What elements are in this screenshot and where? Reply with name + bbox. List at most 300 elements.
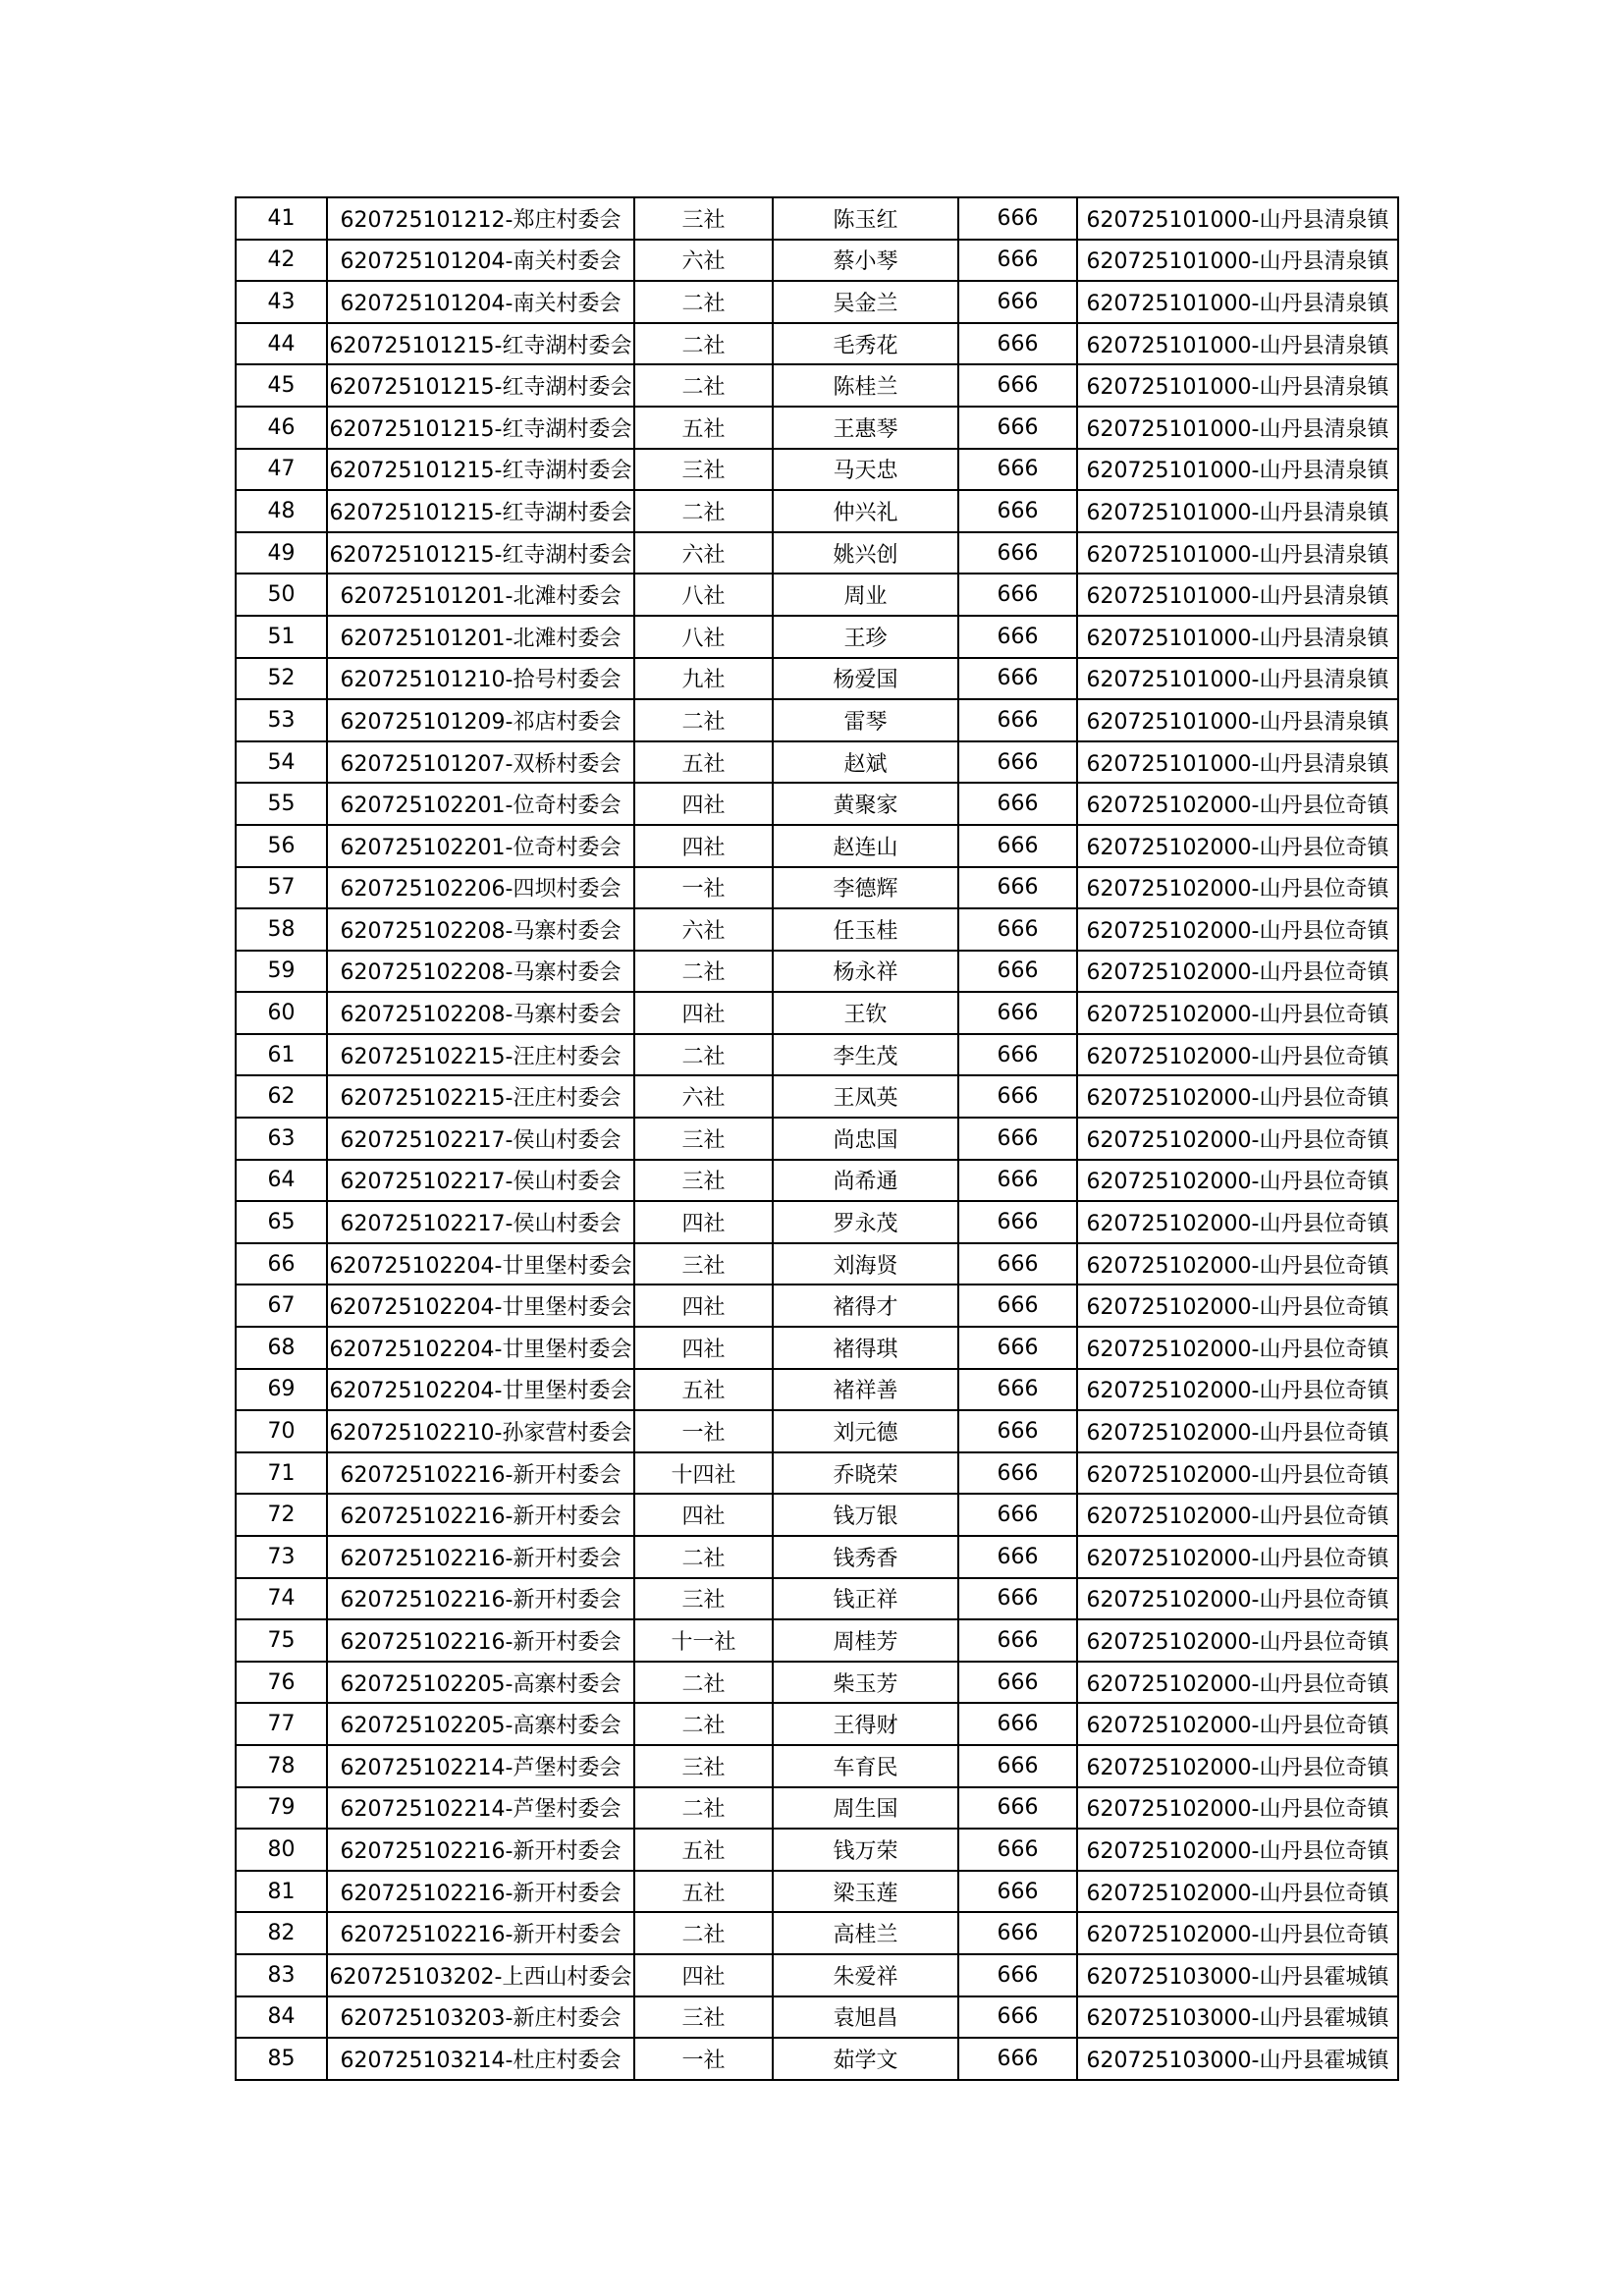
- row-number-cell: 61: [236, 1034, 327, 1076]
- township-cell: 620725102000-山丹县位奇镇: [1077, 1662, 1398, 1704]
- table-row: [236, 616, 1398, 658]
- township-cell: 620725101000-山丹县清泉镇: [1077, 364, 1398, 407]
- township-cell: 620725103000-山丹县霍城镇: [1077, 1954, 1398, 1996]
- group-cell: 五社: [634, 407, 773, 449]
- village-committee-cell: 620725101215-红寺湖村委会: [327, 532, 634, 574]
- table-row: [236, 1578, 1398, 1620]
- person-name-cell: 尚希通: [773, 1160, 958, 1202]
- amount-cell: 666: [958, 1160, 1077, 1202]
- group-cell: 三社: [634, 449, 773, 491]
- group-cell: 四社: [634, 1954, 773, 1996]
- person-name-cell: 褚得琪: [773, 1327, 958, 1369]
- group-cell: 一社: [634, 867, 773, 909]
- row-number-cell: 69: [236, 1369, 327, 1411]
- amount-cell: 666: [958, 1787, 1077, 1830]
- row-number-cell: 53: [236, 699, 327, 741]
- amount-cell: 666: [958, 490, 1077, 532]
- amount-cell: 666: [958, 825, 1077, 867]
- village-committee-cell: 620725103202-上西山村委会: [327, 1954, 634, 1996]
- row-number-cell: 42: [236, 240, 327, 282]
- village-committee-cell: 620725101215-红寺湖村委会: [327, 364, 634, 407]
- table-row: [236, 407, 1398, 449]
- village-committee-cell: 620725102206-四坝村委会: [327, 867, 634, 909]
- person-name-cell: 蔡小琴: [773, 240, 958, 282]
- table-row: [236, 658, 1398, 700]
- amount-cell: 666: [958, 658, 1077, 700]
- amount-cell: 666: [958, 364, 1077, 407]
- table-row: [236, 364, 1398, 407]
- person-name-cell: 钱秀香: [773, 1536, 958, 1578]
- township-cell: 620725102000-山丹县位奇镇: [1077, 951, 1398, 993]
- person-name-cell: 朱爱祥: [773, 1954, 958, 1996]
- amount-cell: 666: [958, 2038, 1077, 2080]
- group-cell: 八社: [634, 616, 773, 658]
- table-row: [236, 699, 1398, 741]
- village-committee-cell: 620725102204-廿里堡村委会: [327, 1327, 634, 1369]
- group-cell: 三社: [634, 1243, 773, 1285]
- row-number-cell: 43: [236, 281, 327, 323]
- amount-cell: 666: [958, 1201, 1077, 1243]
- village-committee-cell: 620725102216-新开村委会: [327, 1578, 634, 1620]
- row-number-cell: 44: [236, 323, 327, 365]
- table-row: [236, 532, 1398, 574]
- table-row: [236, 574, 1398, 616]
- group-cell: 三社: [634, 1578, 773, 1620]
- row-number-cell: 76: [236, 1662, 327, 1704]
- row-number-cell: 55: [236, 783, 327, 825]
- village-committee-cell: 620725102205-高寨村委会: [327, 1662, 634, 1704]
- amount-cell: 666: [958, 1034, 1077, 1076]
- village-committee-cell: 620725102205-高寨村委会: [327, 1703, 634, 1745]
- table-row: [236, 992, 1398, 1034]
- amount-cell: 666: [958, 1118, 1077, 1160]
- village-committee-cell: 620725102216-新开村委会: [327, 1829, 634, 1871]
- village-committee-cell: 620725102216-新开村委会: [327, 1871, 634, 1913]
- township-cell: 620725102000-山丹县位奇镇: [1077, 1536, 1398, 1578]
- group-cell: 八社: [634, 574, 773, 616]
- amount-cell: 666: [958, 449, 1077, 491]
- person-name-cell: 刘元德: [773, 1410, 958, 1452]
- village-committee-cell: 620725101215-红寺湖村委会: [327, 407, 634, 449]
- row-number-cell: 45: [236, 364, 327, 407]
- village-committee-cell: 620725102216-新开村委会: [327, 1494, 634, 1536]
- table-row: [236, 1996, 1398, 2039]
- table-row: [236, 1327, 1398, 1369]
- group-cell: 五社: [634, 1829, 773, 1871]
- row-number-cell: 51: [236, 616, 327, 658]
- group-cell: 四社: [634, 1327, 773, 1369]
- amount-cell: 666: [958, 1327, 1077, 1369]
- village-committee-cell: 620725101215-红寺湖村委会: [327, 449, 634, 491]
- group-cell: 二社: [634, 1034, 773, 1076]
- row-number-cell: 65: [236, 1201, 327, 1243]
- township-cell: 620725102000-山丹县位奇镇: [1077, 1871, 1398, 1913]
- village-committee-cell: 620725102201-位奇村委会: [327, 783, 634, 825]
- row-number-cell: 49: [236, 532, 327, 574]
- township-cell: 620725102000-山丹县位奇镇: [1077, 1369, 1398, 1411]
- township-cell: 620725102000-山丹县位奇镇: [1077, 1243, 1398, 1285]
- amount-cell: 666: [958, 1285, 1077, 1327]
- group-cell: 四社: [634, 825, 773, 867]
- table-row: [236, 1034, 1398, 1076]
- township-cell: 620725101000-山丹县清泉镇: [1077, 532, 1398, 574]
- township-cell: 620725102000-山丹县位奇镇: [1077, 908, 1398, 951]
- table-row: [236, 1118, 1398, 1160]
- row-number-cell: 74: [236, 1578, 327, 1620]
- row-number-cell: 60: [236, 992, 327, 1034]
- township-cell: 620725102000-山丹县位奇镇: [1077, 1327, 1398, 1369]
- person-name-cell: 李德辉: [773, 867, 958, 909]
- table-row: [236, 1662, 1398, 1704]
- person-name-cell: 黄聚家: [773, 783, 958, 825]
- group-cell: 四社: [634, 992, 773, 1034]
- person-name-cell: 李生茂: [773, 1034, 958, 1076]
- person-name-cell: 褚得才: [773, 1285, 958, 1327]
- township-cell: 620725102000-山丹县位奇镇: [1077, 1201, 1398, 1243]
- village-committee-cell: 620725102204-廿里堡村委会: [327, 1369, 634, 1411]
- group-cell: 二社: [634, 281, 773, 323]
- group-cell: 六社: [634, 1075, 773, 1118]
- village-committee-cell: 620725101204-南关村委会: [327, 240, 634, 282]
- row-number-cell: 46: [236, 407, 327, 449]
- township-cell: 620725102000-山丹县位奇镇: [1077, 1912, 1398, 1954]
- group-cell: 十四社: [634, 1452, 773, 1495]
- village-committee-cell: 620725103203-新庄村委会: [327, 1996, 634, 2039]
- person-name-cell: 茹学文: [773, 2038, 958, 2080]
- amount-cell: 666: [958, 1369, 1077, 1411]
- township-cell: 620725101000-山丹县清泉镇: [1077, 490, 1398, 532]
- table-row: [236, 281, 1398, 323]
- township-cell: 620725101000-山丹县清泉镇: [1077, 574, 1398, 616]
- table-row: [236, 1829, 1398, 1871]
- table-row: [236, 1787, 1398, 1830]
- township-cell: 620725101000-山丹县清泉镇: [1077, 741, 1398, 784]
- amount-cell: 666: [958, 992, 1077, 1034]
- village-committee-cell: 620725101215-红寺湖村委会: [327, 490, 634, 532]
- township-cell: 620725101000-山丹县清泉镇: [1077, 323, 1398, 365]
- row-number-cell: 63: [236, 1118, 327, 1160]
- group-cell: 五社: [634, 1369, 773, 1411]
- person-name-cell: 褚祥善: [773, 1369, 958, 1411]
- person-name-cell: 钱万荣: [773, 1829, 958, 1871]
- table-row: [236, 1494, 1398, 1536]
- group-cell: 二社: [634, 1787, 773, 1830]
- amount-cell: 666: [958, 532, 1077, 574]
- person-name-cell: 周生国: [773, 1787, 958, 1830]
- village-committee-cell: 620725101201-北滩村委会: [327, 574, 634, 616]
- group-cell: 三社: [634, 1118, 773, 1160]
- table-row: [236, 1871, 1398, 1913]
- row-number-cell: 79: [236, 1787, 327, 1830]
- group-cell: 五社: [634, 741, 773, 784]
- amount-cell: 666: [958, 783, 1077, 825]
- person-name-cell: 马天忠: [773, 449, 958, 491]
- village-committee-cell: 620725102216-新开村委会: [327, 1912, 634, 1954]
- township-cell: 620725102000-山丹县位奇镇: [1077, 783, 1398, 825]
- table-row: [236, 867, 1398, 909]
- group-cell: 二社: [634, 1536, 773, 1578]
- table-row: [236, 741, 1398, 784]
- township-cell: 620725102000-山丹县位奇镇: [1077, 1494, 1398, 1536]
- amount-cell: 666: [958, 741, 1077, 784]
- row-number-cell: 52: [236, 658, 327, 700]
- amount-cell: 666: [958, 1494, 1077, 1536]
- township-cell: 620725102000-山丹县位奇镇: [1077, 1285, 1398, 1327]
- person-name-cell: 尚忠国: [773, 1118, 958, 1160]
- person-name-cell: 雷琴: [773, 699, 958, 741]
- township-cell: 620725101000-山丹县清泉镇: [1077, 197, 1398, 240]
- village-committee-cell: 620725102216-新开村委会: [327, 1536, 634, 1578]
- township-cell: 620725101000-山丹县清泉镇: [1077, 699, 1398, 741]
- village-committee-cell: 620725102208-马寨村委会: [327, 908, 634, 951]
- table-row: [236, 1243, 1398, 1285]
- person-name-cell: 刘海贤: [773, 1243, 958, 1285]
- township-cell: 620725103000-山丹县霍城镇: [1077, 2038, 1398, 2080]
- village-committee-cell: 620725102214-芦堡村委会: [327, 1745, 634, 1787]
- person-name-cell: 毛秀花: [773, 323, 958, 365]
- group-cell: 九社: [634, 658, 773, 700]
- group-cell: 二社: [634, 1912, 773, 1954]
- village-committee-cell: 620725101201-北滩村委会: [327, 616, 634, 658]
- village-committee-cell: 620725102214-芦堡村委会: [327, 1787, 634, 1830]
- row-number-cell: 62: [236, 1075, 327, 1118]
- township-cell: 620725101000-山丹县清泉镇: [1077, 240, 1398, 282]
- row-number-cell: 41: [236, 197, 327, 240]
- township-cell: 620725101000-山丹县清泉镇: [1077, 407, 1398, 449]
- amount-cell: 666: [958, 281, 1077, 323]
- township-cell: 620725102000-山丹县位奇镇: [1077, 1745, 1398, 1787]
- group-cell: 二社: [634, 1703, 773, 1745]
- person-name-cell: 王凤英: [773, 1075, 958, 1118]
- row-number-cell: 71: [236, 1452, 327, 1495]
- amount-cell: 666: [958, 699, 1077, 741]
- village-committee-cell: 620725102216-新开村委会: [327, 1452, 634, 1495]
- group-cell: 二社: [634, 1662, 773, 1704]
- amount-cell: 666: [958, 867, 1077, 909]
- township-cell: 620725103000-山丹县霍城镇: [1077, 1996, 1398, 2039]
- group-cell: 四社: [634, 1285, 773, 1327]
- person-name-cell: 乔晓荣: [773, 1452, 958, 1495]
- row-number-cell: 58: [236, 908, 327, 951]
- table-row: [236, 783, 1398, 825]
- amount-cell: 666: [958, 951, 1077, 993]
- group-cell: 三社: [634, 197, 773, 240]
- row-number-cell: 70: [236, 1410, 327, 1452]
- township-cell: 620725102000-山丹县位奇镇: [1077, 1619, 1398, 1662]
- row-number-cell: 84: [236, 1996, 327, 2039]
- amount-cell: 666: [958, 1075, 1077, 1118]
- group-cell: 六社: [634, 532, 773, 574]
- group-cell: 四社: [634, 1201, 773, 1243]
- amount-cell: 666: [958, 240, 1077, 282]
- group-cell: 二社: [634, 323, 773, 365]
- amount-cell: 666: [958, 1536, 1077, 1578]
- amount-cell: 666: [958, 1871, 1077, 1913]
- row-number-cell: 67: [236, 1285, 327, 1327]
- group-cell: 四社: [634, 1494, 773, 1536]
- table-row: [236, 449, 1398, 491]
- row-number-cell: 81: [236, 1871, 327, 1913]
- table-row: [236, 240, 1398, 282]
- row-number-cell: 85: [236, 2038, 327, 2080]
- person-name-cell: 钱万银: [773, 1494, 958, 1536]
- amount-cell: 666: [958, 1745, 1077, 1787]
- group-cell: 三社: [634, 1996, 773, 2039]
- township-cell: 620725101000-山丹县清泉镇: [1077, 281, 1398, 323]
- table-row: [236, 2038, 1398, 2080]
- village-committee-cell: 620725102210-孙家营村委会: [327, 1410, 634, 1452]
- person-name-cell: 钱正祥: [773, 1578, 958, 1620]
- amount-cell: 666: [958, 407, 1077, 449]
- table-row: [236, 1745, 1398, 1787]
- table-row: [236, 1369, 1398, 1411]
- person-name-cell: 车育民: [773, 1745, 958, 1787]
- amount-cell: 666: [958, 1578, 1077, 1620]
- village-committee-cell: 620725102217-侯山村委会: [327, 1201, 634, 1243]
- table-row: [236, 323, 1398, 365]
- township-cell: 620725102000-山丹县位奇镇: [1077, 992, 1398, 1034]
- table-row: [236, 490, 1398, 532]
- group-cell: 二社: [634, 364, 773, 407]
- table-row: [236, 951, 1398, 993]
- table-row: [236, 1201, 1398, 1243]
- row-number-cell: 47: [236, 449, 327, 491]
- village-committee-cell: 620725102216-新开村委会: [327, 1619, 634, 1662]
- amount-cell: 666: [958, 1954, 1077, 1996]
- group-cell: 六社: [634, 908, 773, 951]
- person-name-cell: 周业: [773, 574, 958, 616]
- group-cell: 四社: [634, 783, 773, 825]
- row-number-cell: 77: [236, 1703, 327, 1745]
- amount-cell: 666: [958, 1829, 1077, 1871]
- township-cell: 620725101000-山丹县清泉镇: [1077, 616, 1398, 658]
- row-number-cell: 72: [236, 1494, 327, 1536]
- row-number-cell: 54: [236, 741, 327, 784]
- person-name-cell: 周桂芳: [773, 1619, 958, 1662]
- person-name-cell: 袁旭昌: [773, 1996, 958, 2039]
- row-number-cell: 73: [236, 1536, 327, 1578]
- village-committee-cell: 620725102201-位奇村委会: [327, 825, 634, 867]
- table-row: [236, 1954, 1398, 1996]
- amount-cell: 666: [958, 1703, 1077, 1745]
- row-number-cell: 48: [236, 490, 327, 532]
- person-name-cell: 王得财: [773, 1703, 958, 1745]
- village-committee-cell: 620725103214-杜庄村委会: [327, 2038, 634, 2080]
- township-cell: 620725102000-山丹县位奇镇: [1077, 867, 1398, 909]
- group-cell: 二社: [634, 490, 773, 532]
- amount-cell: 666: [958, 616, 1077, 658]
- table-row: [236, 1536, 1398, 1578]
- amount-cell: 666: [958, 1243, 1077, 1285]
- table-row: [236, 1619, 1398, 1662]
- person-name-cell: 赵斌: [773, 741, 958, 784]
- township-cell: 620725102000-山丹县位奇镇: [1077, 1410, 1398, 1452]
- amount-cell: 666: [958, 1619, 1077, 1662]
- table-row: [236, 1160, 1398, 1202]
- table-row: [236, 1912, 1398, 1954]
- person-name-cell: 吴金兰: [773, 281, 958, 323]
- village-committee-cell: 620725102208-马寨村委会: [327, 951, 634, 993]
- table-row: [236, 1452, 1398, 1495]
- table-row: [236, 908, 1398, 951]
- amount-cell: 666: [958, 908, 1077, 951]
- village-committee-cell: 620725102204-廿里堡村委会: [327, 1285, 634, 1327]
- person-name-cell: 王钦: [773, 992, 958, 1034]
- group-cell: 一社: [634, 1410, 773, 1452]
- amount-cell: 666: [958, 1452, 1077, 1495]
- table-row: [236, 1703, 1398, 1745]
- row-number-cell: 56: [236, 825, 327, 867]
- person-name-cell: 陈桂兰: [773, 364, 958, 407]
- amount-cell: 666: [958, 197, 1077, 240]
- village-committee-cell: 620725101209-祁店村委会: [327, 699, 634, 741]
- row-number-cell: 83: [236, 1954, 327, 1996]
- person-name-cell: 高桂兰: [773, 1912, 958, 1954]
- township-cell: 620725102000-山丹县位奇镇: [1077, 1829, 1398, 1871]
- township-cell: 620725101000-山丹县清泉镇: [1077, 658, 1398, 700]
- row-number-cell: 59: [236, 951, 327, 993]
- row-number-cell: 66: [236, 1243, 327, 1285]
- person-name-cell: 陈玉红: [773, 197, 958, 240]
- person-name-cell: 杨永祥: [773, 951, 958, 993]
- amount-cell: 666: [958, 574, 1077, 616]
- group-cell: 五社: [634, 1871, 773, 1913]
- amount-cell: 666: [958, 1410, 1077, 1452]
- amount-cell: 666: [958, 1996, 1077, 2039]
- township-cell: 620725102000-山丹县位奇镇: [1077, 1787, 1398, 1830]
- table-body: [236, 197, 1398, 2080]
- township-cell: 620725102000-山丹县位奇镇: [1077, 1075, 1398, 1118]
- group-cell: 一社: [634, 2038, 773, 2080]
- table-row: [236, 1075, 1398, 1118]
- row-number-cell: 57: [236, 867, 327, 909]
- person-name-cell: 赵连山: [773, 825, 958, 867]
- row-number-cell: 78: [236, 1745, 327, 1787]
- person-name-cell: 王珍: [773, 616, 958, 658]
- township-cell: 620725102000-山丹县位奇镇: [1077, 1160, 1398, 1202]
- person-name-cell: 柴玉芳: [773, 1662, 958, 1704]
- village-committee-cell: 620725102215-汪庄村委会: [327, 1034, 634, 1076]
- township-cell: 620725102000-山丹县位奇镇: [1077, 1034, 1398, 1076]
- table-row: [236, 1410, 1398, 1452]
- village-committee-cell: 620725102215-汪庄村委会: [327, 1075, 634, 1118]
- document-page: [235, 196, 1399, 2081]
- person-name-cell: 姚兴创: [773, 532, 958, 574]
- village-committee-cell: 620725101212-郑庄村委会: [327, 197, 634, 240]
- village-committee-cell: 620725101204-南关村委会: [327, 281, 634, 323]
- village-committee-cell: 620725102204-廿里堡村委会: [327, 1243, 634, 1285]
- group-cell: 二社: [634, 699, 773, 741]
- table-row: [236, 197, 1398, 240]
- row-number-cell: 64: [236, 1160, 327, 1202]
- amount-cell: 666: [958, 1912, 1077, 1954]
- township-cell: 620725102000-山丹县位奇镇: [1077, 1118, 1398, 1160]
- township-cell: 620725101000-山丹县清泉镇: [1077, 449, 1398, 491]
- group-cell: 三社: [634, 1160, 773, 1202]
- person-name-cell: 任玉桂: [773, 908, 958, 951]
- group-cell: 十一社: [634, 1619, 773, 1662]
- township-cell: 620725102000-山丹县位奇镇: [1077, 1703, 1398, 1745]
- row-number-cell: 82: [236, 1912, 327, 1954]
- row-number-cell: 50: [236, 574, 327, 616]
- row-number-cell: 80: [236, 1829, 327, 1871]
- person-name-cell: 杨爱国: [773, 658, 958, 700]
- village-committee-cell: 620725102217-侯山村委会: [327, 1160, 634, 1202]
- row-number-cell: 68: [236, 1327, 327, 1369]
- person-name-cell: 仲兴礼: [773, 490, 958, 532]
- village-committee-cell: 620725102217-侯山村委会: [327, 1118, 634, 1160]
- village-committee-cell: 620725102208-马寨村委会: [327, 992, 634, 1034]
